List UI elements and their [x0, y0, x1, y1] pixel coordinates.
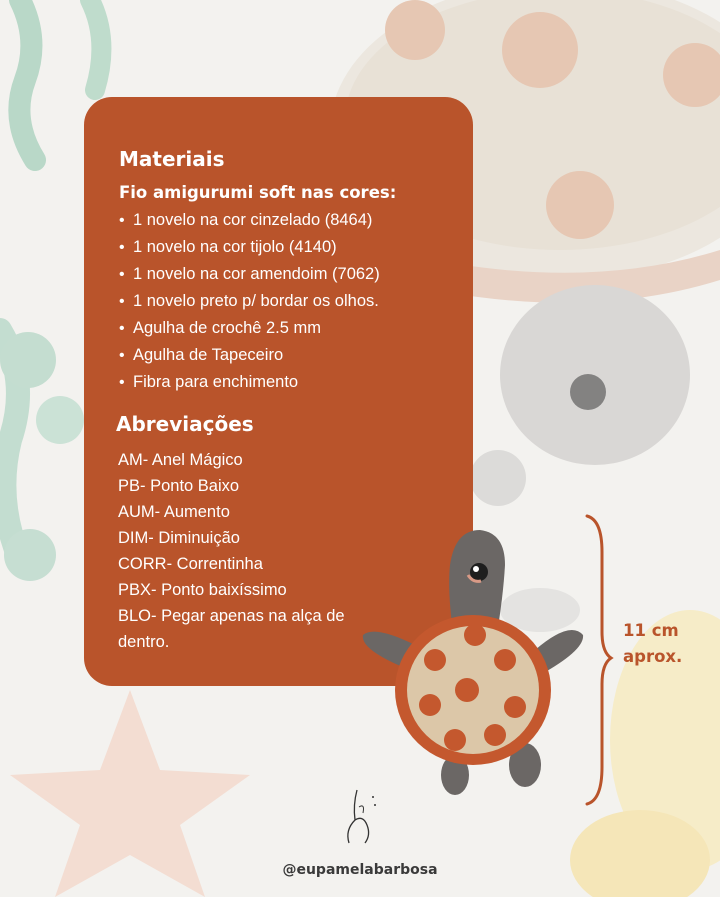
materials-item: • 1 novelo preto p/ bordar os olhos. [119, 290, 380, 317]
abbreviation-item: PB- Ponto Baixo [118, 477, 240, 495]
abbreviation-item: AM- Anel Mágico [118, 451, 243, 469]
materials-item: • 1 novelo na cor tijolo (4140) [119, 236, 380, 263]
abbreviation-item: AUM- Aumento [118, 503, 230, 521]
materials-item: • Agulha de crochê 2.5 mm [119, 317, 380, 344]
materials-subtitle: Fio amigurumi soft nas cores: [119, 183, 397, 202]
materials-item: • Fibra para enchimento [119, 371, 380, 398]
abbreviation-item: BLO- Pegar apenas na alça de dentro. [118, 607, 345, 651]
abbreviation-item: CORR- Correntinha [118, 555, 263, 573]
materials-title: Materiais [119, 147, 225, 171]
materials-item: • Agulha de Tapeceiro [119, 344, 380, 371]
turtle-amigurumi-illustration [355, 525, 595, 800]
size-label [623, 618, 693, 670]
abbreviations-title: Abreviações [116, 412, 254, 436]
abbreviation-item: PBX- Ponto baixíssimo [118, 581, 287, 599]
materials-list [119, 209, 380, 398]
social-handle: @eupamelabarbosa [282, 862, 438, 878]
abbreviations-list [118, 447, 358, 655]
size-approx: aprox. [623, 647, 683, 666]
signature-hand-icon [335, 785, 385, 850]
materials-item: • 1 novelo na cor cinzelado (8464) [119, 209, 380, 236]
size-brace-icon [584, 512, 614, 807]
abbreviation-item: DIM- Diminuição [118, 529, 240, 547]
size-value: 11 cm [623, 621, 679, 640]
materials-item: • 1 novelo na cor amendoim (7062) [119, 263, 380, 290]
